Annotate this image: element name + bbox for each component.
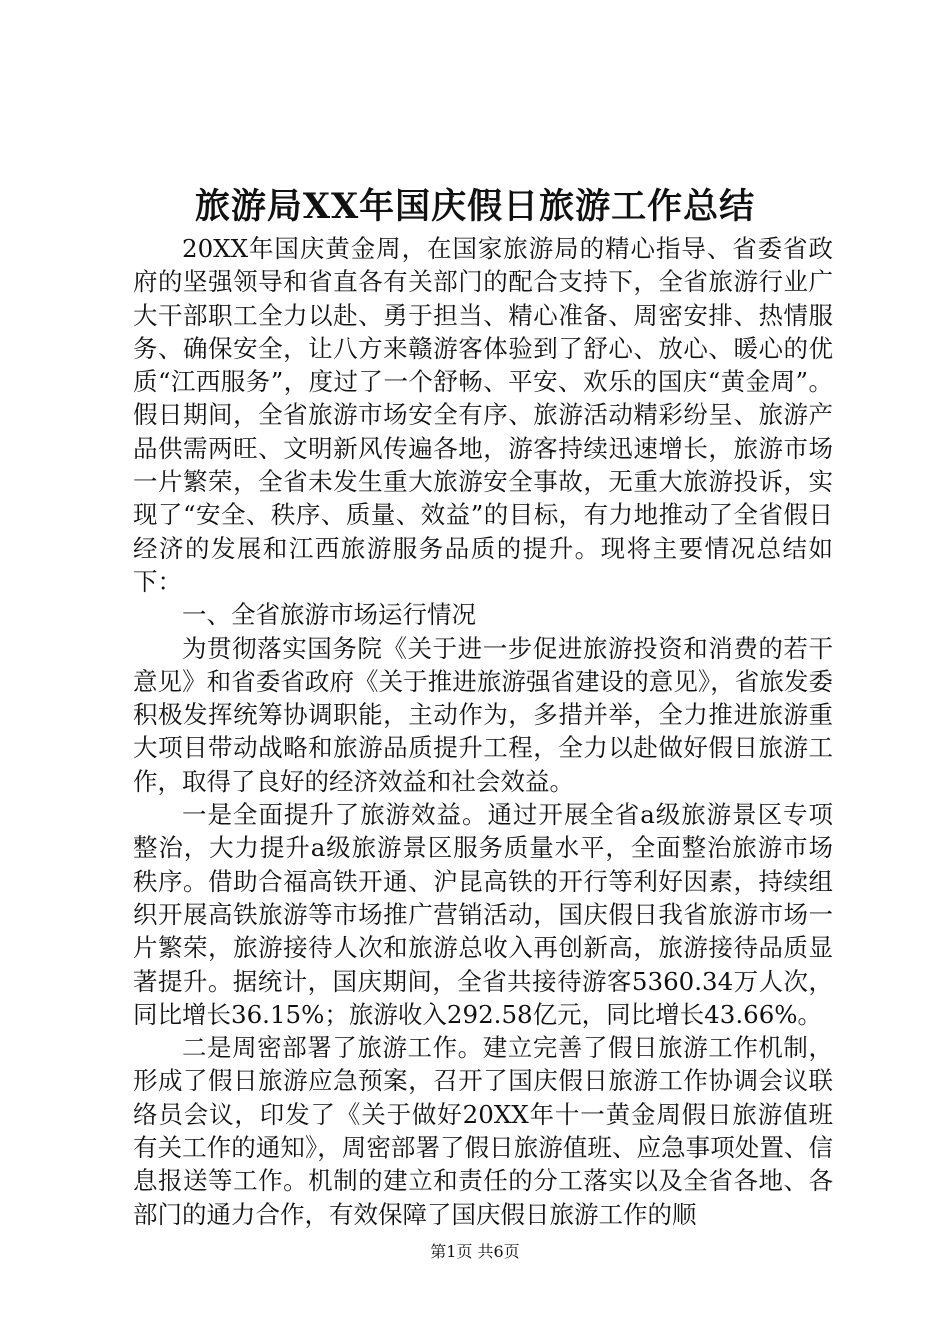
document-title: 旅游局XX年国庆假日旅游工作总结 xyxy=(194,186,756,227)
paragraph-intro: 20XX年国庆黄金周，在国家旅游局的精心指导、省委省政府的坚强领导和省直各有关部门的配合支持下，全省旅游行业广大干部职工全力以赴、勇于担当、精心准备、周密安排、热情服务、确保安全，让八方来赣游客体验到了舒心、放心、暖心的优质“江西服务”，度过了一个舒畅、平安、欢乐的国庆“黄金周”。假日期间，全省旅游市场安全有序、旅游活动精彩纷呈、旅游产品供需两旺、文明新风传遍各地，游客持续迅速增长，旅游市场一片繁荣，全省未发生重大旅游安全事故，无重大旅游投诉，实现了“安全、秩序、质量、效益”的目标，有力地推动了全省假日经济的发展和江西旅游服务品质的提升。现将主要情况总结如下： xyxy=(133,234,833,596)
section-heading: 一、全省旅游市场运行情况 xyxy=(182,600,476,630)
document-body xyxy=(133,232,833,1231)
page-footer: 第1页 共6页 xyxy=(430,1242,520,1261)
paragraph-point-one: 一是全面提升了旅游效益。通过开展全省a级旅游景区专项整治，大力提升a级旅游景区服务质量水平，全面整治旅游市场秩序。借助合福高铁开通、沪昆高铁的开行等利好因素，持续组织开展高铁旅游等市场推广营销活动，国庆假日我省旅游市场一片繁荣，旅游接待人次和旅游总收入再创新高，旅游接待品质显著提升。据统计，国庆期间，全省共接待游客5360.34万人次，同比增长36.15%；旅游收入292.58亿元，同比增长43.66%。 xyxy=(133,800,833,1029)
paragraph-section-intro: 为贯彻落实国务院《关于进一步促进旅游投资和消费的若干意见》和省委省政府《关于推进旅游强省建设的意见》，省旅发委积极发挥统筹协调职能，主动作为，多措并举，全力推进旅游重大项目带动战略和旅游品质提升工程，全力以赴做好假日旅游工作，取得了良好的经济效益和社会效益。 xyxy=(133,633,833,796)
paragraph-point-two: 二是周密部署了旅游工作。建立完善了假日旅游工作机制，形成了假日旅游应急预案，召开了国庆假日旅游工作协调会议联络员会议，印发了《关于做好20XX年十一黄金周假日旅游值班有关工作的通知》，周密部署了假日旅游值班、应急事项处置、信息报送等工作。机制的建立和责任的分工落实以及全省各地、各部门的通力合作，有效保障了国庆假日旅游工作的顺 xyxy=(133,1033,833,1229)
